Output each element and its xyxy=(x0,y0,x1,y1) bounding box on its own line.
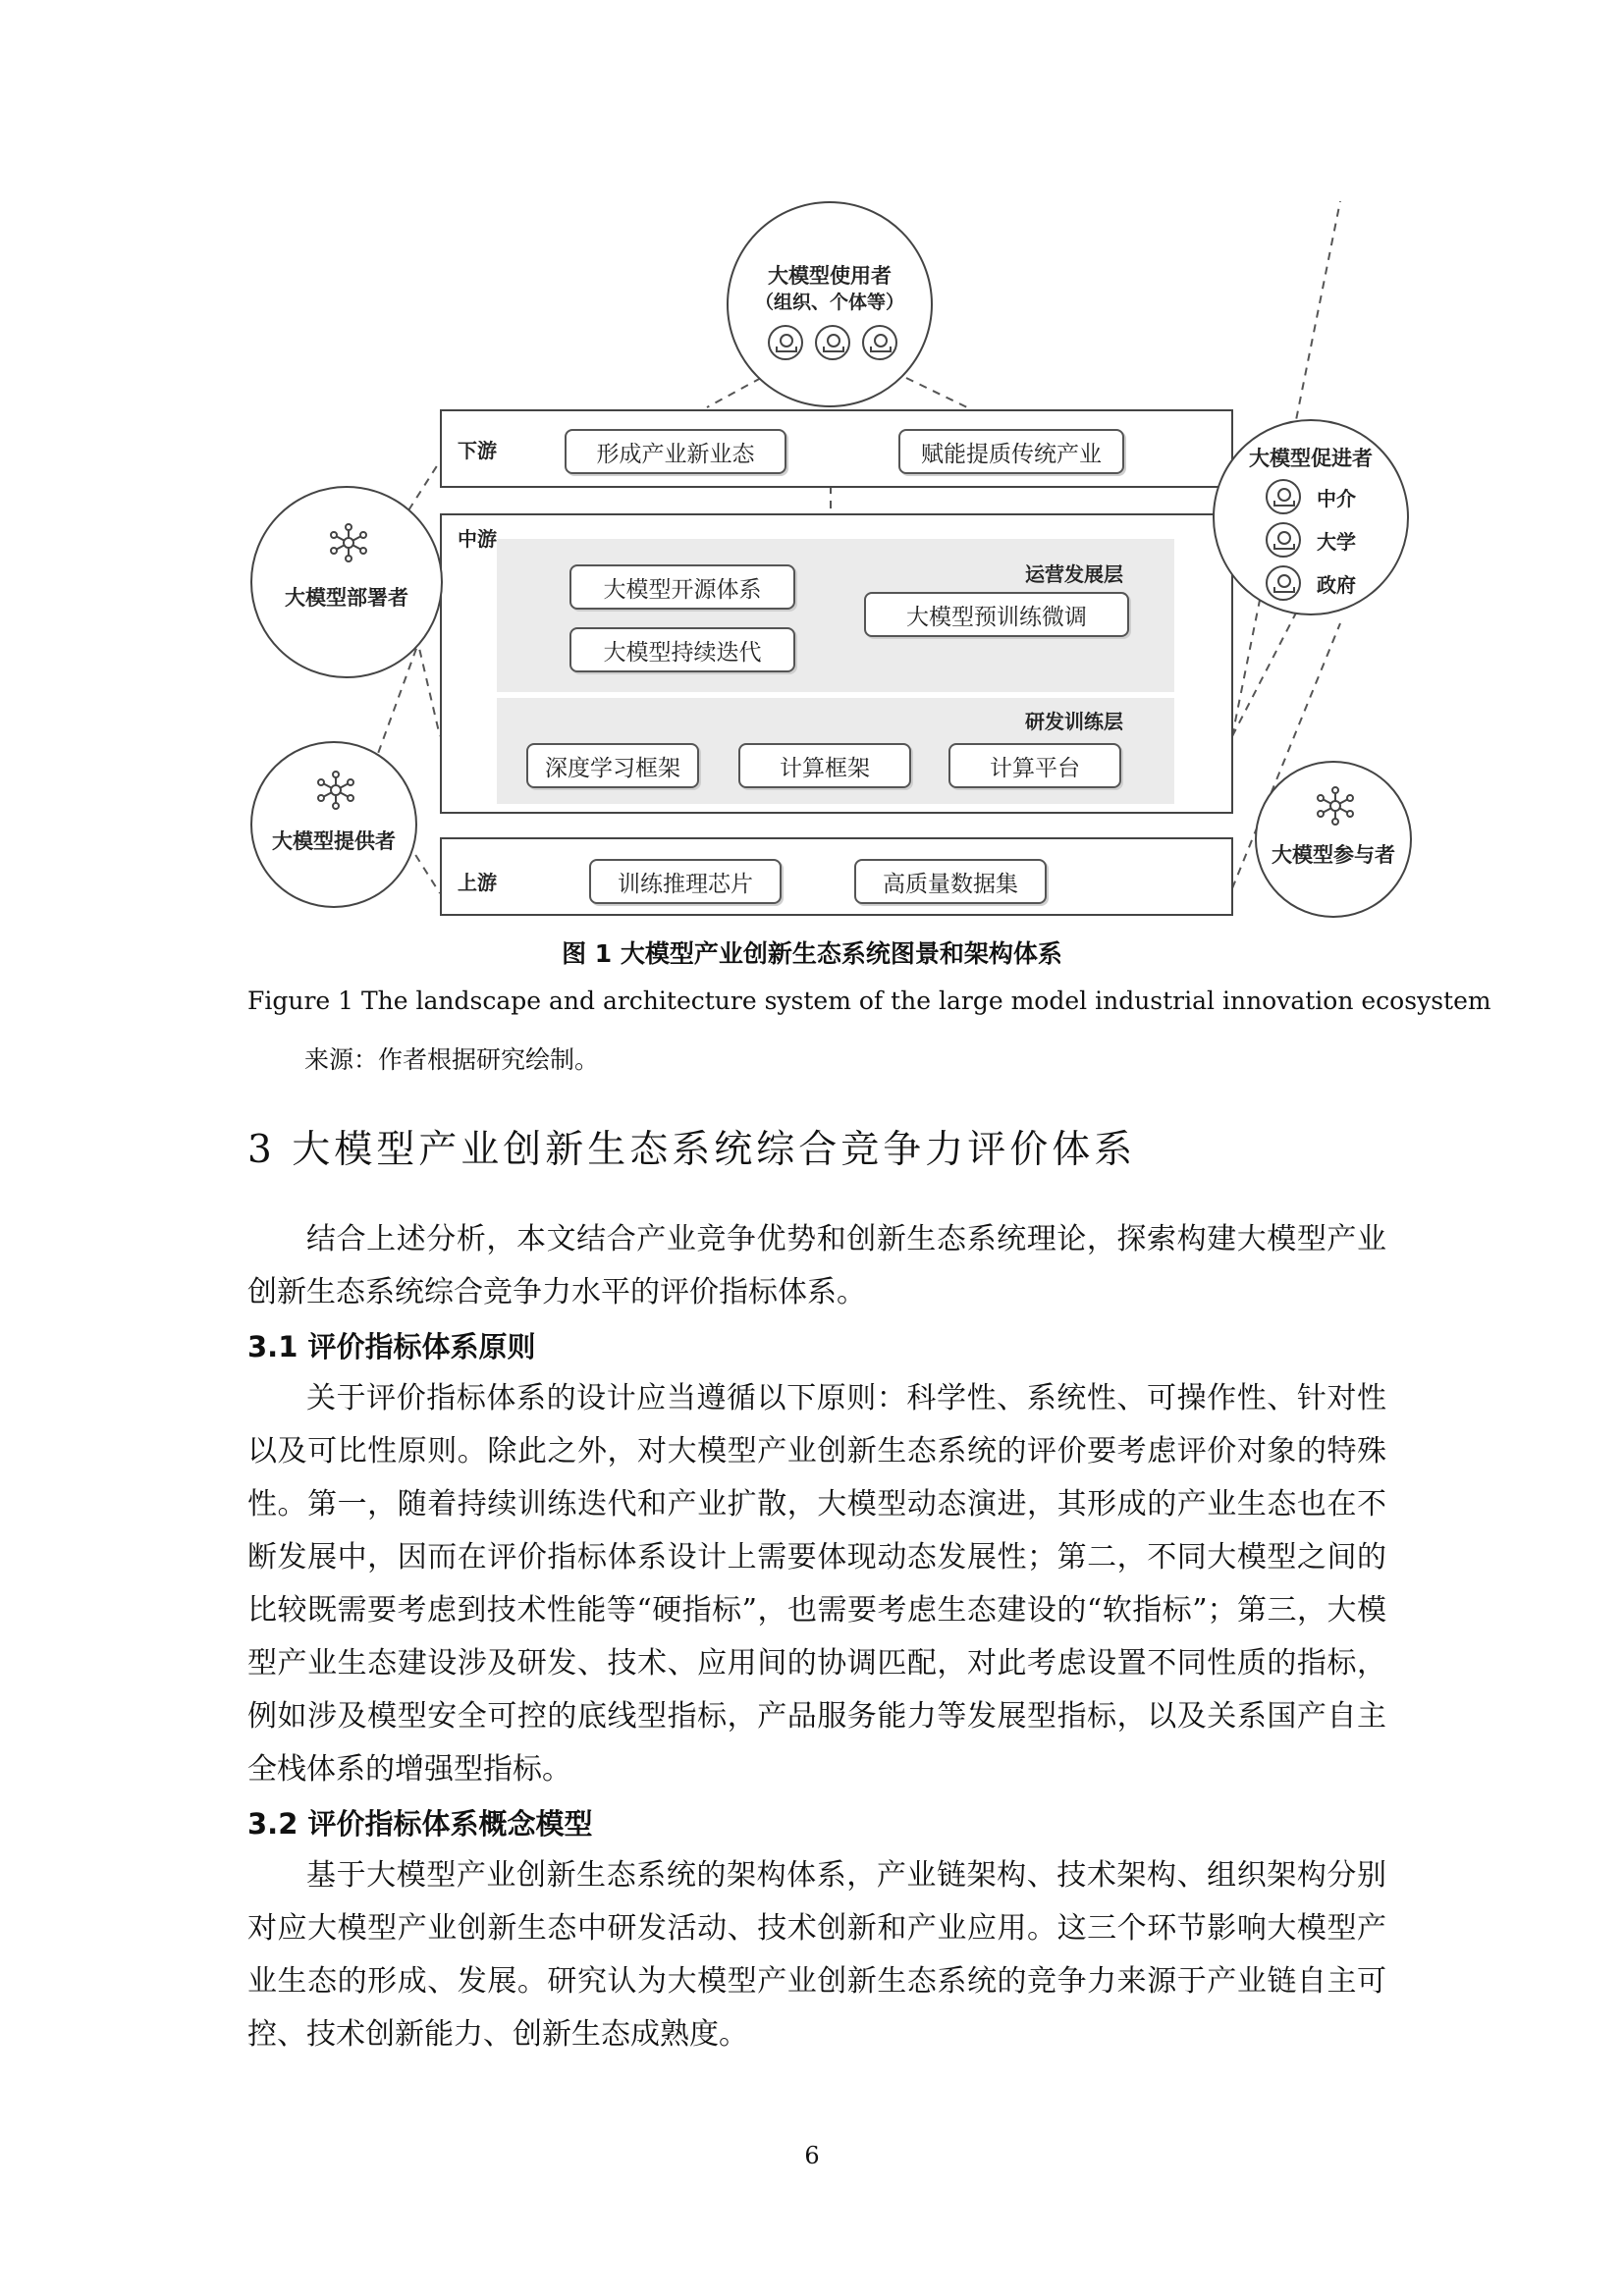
figure-source: 来源：作者根据研究绘制。 xyxy=(304,1045,600,1074)
subsection-3-2-text: 基于大模型产业创新生态系统的架构体系，产业链架构、技术架构、组织架构分别对应大模型产业创新生态中研发活动、技术创新和产业应用。这三个环节影响大模型产业生态的形成、发展。研究认为大模型产业创新生态系统的竞争力来源于产业链自主可控、技术创新能力、创新生态成熟度。 xyxy=(247,1858,1386,2052)
ops-item-1: 大模型开源体系 xyxy=(569,564,795,610)
actor-deployers-title: 大模型部署者 xyxy=(285,586,408,610)
upstream-item-1: 训练推理芯片 xyxy=(589,859,782,904)
ops-layer xyxy=(497,539,1174,692)
midstream-label: 中游 xyxy=(458,527,497,551)
downstream-item-2: 赋能提质传统产业 xyxy=(898,429,1124,474)
person-group-icon xyxy=(1266,565,1301,601)
ops-item-3: 大模型预训练微调 xyxy=(864,592,1129,637)
ops-layer-label: 运营发展层 xyxy=(1025,562,1123,586)
upstream-band xyxy=(440,837,1233,916)
person-group-icon xyxy=(1266,522,1301,558)
subsection-3-1-title: 3.1 评价指标体系原则 xyxy=(247,1330,536,1363)
rd-layer-label: 研发训练层 xyxy=(1025,710,1123,733)
ops-item-2: 大模型持续迭代 xyxy=(569,627,795,672)
actor-users xyxy=(727,201,933,407)
actor-promoters xyxy=(1213,419,1409,615)
actor-participants xyxy=(1255,761,1412,918)
figure-caption-en: Figure 1 The landscape and architecture system of the large model industrial innovation ecosystem xyxy=(247,987,1491,1015)
actor-providers xyxy=(250,741,417,908)
downstream-item-1: 形成产业新业态 xyxy=(565,429,786,474)
midstream-band xyxy=(440,513,1233,814)
page-number: 6 xyxy=(804,2142,820,2169)
upstream-item-2: 高质量数据集 xyxy=(854,859,1047,904)
person-group-icon xyxy=(1266,479,1301,514)
user-icon xyxy=(768,325,803,360)
section-intro: 结合上述分析，本文结合产业竞争优势和创新生态系统理论，探索构建大模型产业创新生态系统综合竞争力水平的评价指标体系。 xyxy=(247,1222,1386,1309)
network-icon xyxy=(316,771,355,810)
upstream-label: 上游 xyxy=(458,871,497,894)
actor-deployers xyxy=(250,486,443,678)
downstream-band xyxy=(440,409,1233,488)
promoter-role: 政府 xyxy=(1317,572,1356,597)
promoter-role: 中介 xyxy=(1317,486,1356,510)
rd-layer xyxy=(497,698,1174,804)
rd-item-1: 深度学习框架 xyxy=(526,743,699,788)
user-icon xyxy=(815,325,850,360)
actor-users-title: 大模型使用者 xyxy=(768,264,892,288)
actor-providers-title: 大模型提供者 xyxy=(272,829,396,853)
subsection-3-2-title: 3.2 评价指标体系概念模型 xyxy=(247,1807,593,1841)
rd-item-2: 计算框架 xyxy=(738,743,911,788)
downstream-label: 下游 xyxy=(458,439,497,462)
promoter-role: 大学 xyxy=(1317,529,1356,554)
actor-promoters-title: 大模型促进者 xyxy=(1249,447,1373,470)
rd-item-3: 计算平台 xyxy=(948,743,1121,788)
ecosystem-figure xyxy=(236,201,1414,928)
actor-participants-title: 大模型参与者 xyxy=(1272,843,1395,867)
promoter-role-row xyxy=(1266,478,1356,515)
subsection-3-1-text: 关于评价指标体系的设计应当遵循以下原则：科学性、系统性、可操作性、针对性以及可比性原则。除此之外，对大模型产业创新生态系统的评价要考虑评价对象的特殊性。第一，随着持续训练迭代和产业扩散，大模型动态演进，其形成的产业生态也在不断发展中，因而在评价指标体系设计上需要体现动态发展性；第二，不同大模型之间的比较既需要考虑到技术性能等“硬指标”，也需要考虑生态建设的“软指标”；第三，大模型产业生态建设涉及研发、技术、应用间的协调匹配，对此考虑设置不同性质的指标，例如涉及模型安全可控的底线型指标，产品服务能力等发展型指标，以及关系国产自主全栈体系的增强型指标。 xyxy=(247,1381,1386,1787)
network-icon xyxy=(329,523,368,562)
actor-users-subtitle: （组织、个体等） xyxy=(754,292,904,313)
section-title: 3 大模型产业创新生态系统综合竞争力评价体系 xyxy=(247,1128,1137,1172)
user-icon xyxy=(862,325,897,360)
promoter-role-row xyxy=(1266,521,1356,559)
promoter-role-row xyxy=(1266,564,1356,602)
network-icon xyxy=(1316,786,1355,826)
figure-caption-cn: 图 1 大模型产业创新生态系统图景和架构体系 xyxy=(562,939,1062,968)
